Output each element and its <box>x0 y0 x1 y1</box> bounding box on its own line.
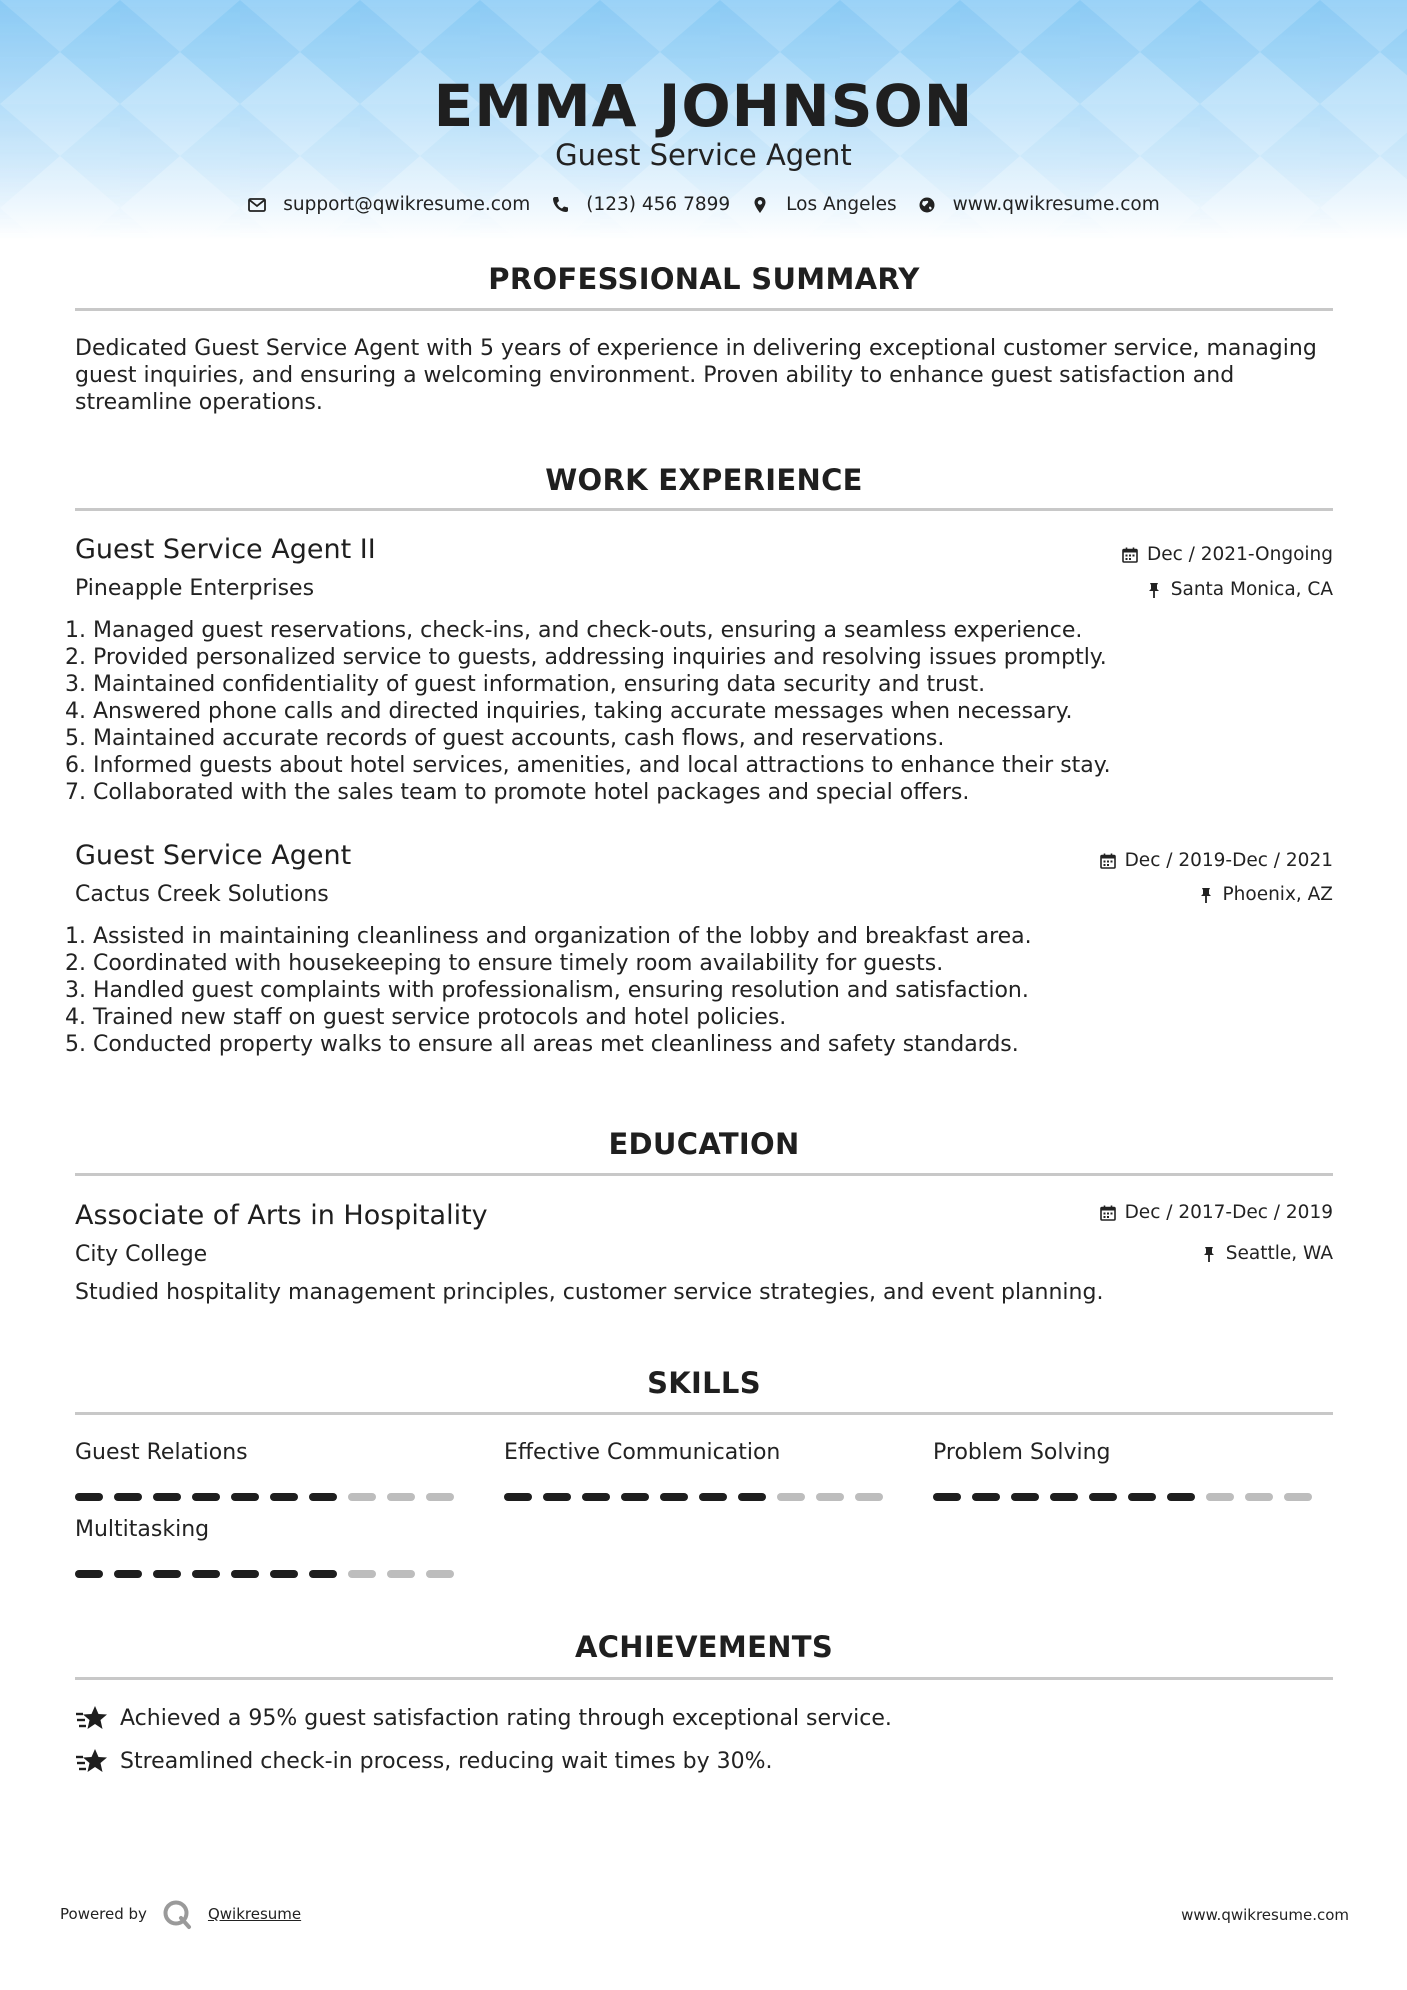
contact-website-text: www.qwikresume.com <box>952 194 1160 215</box>
education-school: City College <box>75 1242 208 1267</box>
skill-segment-empty <box>387 1570 415 1578</box>
skill-segment-filled <box>699 1493 727 1501</box>
footer-brand-link[interactable]: Qwikresume <box>207 1905 302 1923</box>
skill-segment-empty <box>426 1570 454 1578</box>
skill-segment-filled <box>153 1570 181 1578</box>
achievements-divider <box>75 1677 1333 1680</box>
skill-segment-filled <box>75 1570 103 1578</box>
skill-segment-filled <box>660 1493 688 1501</box>
contact-email-text: support@qwikresume.com <box>283 194 531 215</box>
education-location <box>1200 1243 1333 1264</box>
summary-heading: PROFESSIONAL SUMMARY <box>488 262 920 296</box>
skill-segment-filled <box>270 1570 298 1578</box>
calendar-icon <box>1099 852 1117 870</box>
skill-segment-empty <box>348 1493 376 1501</box>
skill-name: Guest Relations <box>75 1440 248 1465</box>
skill-segment-filled <box>933 1493 961 1501</box>
list-item: 2. Provided personalized service to guests, addressing inquiries and resolving issues promptly. <box>93 644 1333 671</box>
education-heading: EDUCATION <box>608 1127 800 1161</box>
skill-segment-filled <box>1167 1493 1195 1501</box>
job-2-location-text: Phoenix, AZ <box>1222 884 1333 905</box>
job-1-dates-text: Dec / 2021-Ongoing <box>1146 544 1333 565</box>
skill-segment-filled <box>192 1493 220 1501</box>
skill-segment-filled <box>582 1493 610 1501</box>
skill-segment-empty <box>855 1493 883 1501</box>
education-degree: Associate of Arts in Hospitality <box>75 1200 488 1231</box>
footer-powered-by <box>60 1898 301 1930</box>
achievement-item <box>75 1703 892 1733</box>
education-location-text: Seattle, WA <box>1225 1243 1333 1264</box>
contact-phone[interactable] <box>550 194 730 215</box>
education-description: Studied hospitality management principles, customer service strategies, and event planning. <box>75 1280 1104 1305</box>
envelope-icon <box>247 195 267 215</box>
skill-name: Problem Solving <box>933 1440 1111 1465</box>
pushpin-icon <box>1200 1245 1218 1263</box>
list-item: 1. Managed guest reservations, check-ins, and check-outs, ensuring a seamless experience. <box>93 617 1333 644</box>
list-item: 5. Conducted property walks to ensure all areas met cleanliness and safety standards. <box>93 1031 1333 1058</box>
skill-name: Multitasking <box>75 1517 210 1542</box>
phone-icon <box>550 195 570 215</box>
candidate-name: EMMA JOHNSON <box>433 72 974 140</box>
skill-segment-filled <box>1050 1493 1078 1501</box>
job-2-company: Cactus Creek Solutions <box>75 882 329 907</box>
pushpin-icon <box>1197 886 1215 904</box>
skill-segment-filled <box>114 1570 142 1578</box>
list-item: 1. Assisted in maintaining cleanliness and organization of the lobby and breakfast area. <box>93 923 1333 950</box>
achievements-heading: ACHIEVEMENTS <box>574 1630 834 1664</box>
contact-website[interactable] <box>917 194 1160 215</box>
skill-segment-filled <box>1011 1493 1039 1501</box>
skill-segment-empty <box>777 1493 805 1501</box>
list-item: 4. Answered phone calls and directed inquiries, taking accurate messages when necessary. <box>93 698 1333 725</box>
contact-location-text: Los Angeles <box>786 194 897 215</box>
achievement-text: Streamlined check-in process, reducing wait times by 30%. <box>120 1748 773 1774</box>
skill-multitasking <box>75 1517 465 1578</box>
job-2-role: Guest Service Agent <box>75 840 352 871</box>
skill-segment-empty <box>1206 1493 1234 1501</box>
skills-divider <box>75 1412 1333 1415</box>
job-1-location-text: Santa Monica, CA <box>1170 579 1333 600</box>
list-item: 6. Informed guests about hotel services, amenities, and local attractions to enhance their stay. <box>93 752 1333 779</box>
job-1-location <box>1145 579 1333 600</box>
candidate-title: Guest Service Agent <box>555 138 852 172</box>
list-item: 3. Maintained confidentiality of guest information, ensuring data security and trust. <box>93 671 1333 698</box>
skill-segment-filled <box>1128 1493 1156 1501</box>
skill-segment-filled <box>543 1493 571 1501</box>
job-1-company: Pineapple Enterprises <box>75 576 315 601</box>
job-1-dates <box>1121 544 1333 565</box>
skill-segment-filled <box>153 1493 181 1501</box>
skill-name: Effective Communication <box>504 1440 781 1465</box>
globe-icon <box>917 195 937 215</box>
job-2-bullets <box>67 923 1333 1058</box>
list-item: 2. Coordinated with housekeeping to ensure timely room availability for guests. <box>93 950 1333 977</box>
award-star-icon <box>75 1703 109 1733</box>
education-divider <box>75 1173 1333 1176</box>
experience-divider <box>75 508 1333 511</box>
skill-segment-filled <box>75 1493 103 1501</box>
powered-by-label: Powered by <box>60 1905 147 1923</box>
contact-location <box>750 194 897 215</box>
education-dates <box>1099 1202 1333 1223</box>
experience-heading: WORK EXPERIENCE <box>545 463 863 497</box>
skill-level-bar <box>75 1493 465 1501</box>
skills-heading: SKILLS <box>647 1366 761 1400</box>
pushpin-icon <box>1145 581 1163 599</box>
skill-level-bar <box>504 1493 894 1501</box>
skill-segment-filled <box>504 1493 532 1501</box>
skill-segment-empty <box>1284 1493 1312 1501</box>
skill-segment-empty <box>387 1493 415 1501</box>
list-item: 3. Handled guest complaints with professionalism, ensuring resolution and satisfaction. <box>93 977 1333 1004</box>
summary-divider <box>75 308 1333 311</box>
calendar-icon <box>1099 1204 1117 1222</box>
skill-segment-empty <box>816 1493 844 1501</box>
contact-row <box>0 194 1407 215</box>
job-2-dates <box>1099 850 1333 871</box>
skill-segment-filled <box>309 1493 337 1501</box>
map-pin-icon <box>750 195 770 215</box>
skill-level-bar <box>933 1493 1323 1501</box>
skill-segment-empty <box>426 1493 454 1501</box>
education-dates-text: Dec / 2017-Dec / 2019 <box>1124 1202 1333 1223</box>
skill-segment-filled <box>972 1493 1000 1501</box>
skill-segment-filled <box>309 1570 337 1578</box>
skill-segment-filled <box>1089 1493 1117 1501</box>
skill-segment-filled <box>270 1493 298 1501</box>
skill-segment-filled <box>621 1493 649 1501</box>
skill-segment-filled <box>192 1570 220 1578</box>
summary-text: Dedicated Guest Service Agent with 5 years of experience in delivering exceptional customer service, managing guest inquiries, and ensuring a welcoming environment. Proven ability to enhance guest satisfaction and streamline operations. <box>75 336 1317 415</box>
list-item: 4. Trained new staff on guest service protocols and hotel policies. <box>93 1004 1333 1031</box>
skill-segment-empty <box>348 1570 376 1578</box>
job-1-role: Guest Service Agent II <box>75 534 376 565</box>
skill-segment-filled <box>231 1493 259 1501</box>
skill-level-bar <box>75 1570 465 1578</box>
qwikresume-logo-icon <box>161 1898 193 1930</box>
job-2-location <box>1197 884 1334 905</box>
list-item: 7. Collaborated with the sales team to promote hotel packages and special offers. <box>93 779 1333 806</box>
award-star-icon <box>75 1746 109 1776</box>
skill-segment-filled <box>231 1570 259 1578</box>
skill-effective-communication <box>504 1440 894 1501</box>
calendar-icon <box>1121 546 1139 564</box>
job-2-dates-text: Dec / 2019-Dec / 2021 <box>1124 850 1333 871</box>
skill-segment-empty <box>1245 1493 1273 1501</box>
job-1-bullets <box>67 617 1333 806</box>
achievement-text: Achieved a 95% guest satisfaction rating through exceptional service. <box>120 1705 892 1731</box>
footer-website-link[interactable]: www.qwikresume.com <box>1181 1906 1349 1924</box>
contact-phone-text: (123) 456 7899 <box>586 194 731 215</box>
skill-segment-filled <box>738 1493 766 1501</box>
skill-segment-filled <box>114 1493 142 1501</box>
skill-guest-relations <box>75 1440 465 1501</box>
achievement-item <box>75 1746 773 1776</box>
list-item: 5. Maintained accurate records of guest accounts, cash flows, and reservations. <box>93 725 1333 752</box>
skill-problem-solving <box>933 1440 1323 1501</box>
contact-email[interactable] <box>247 194 530 215</box>
